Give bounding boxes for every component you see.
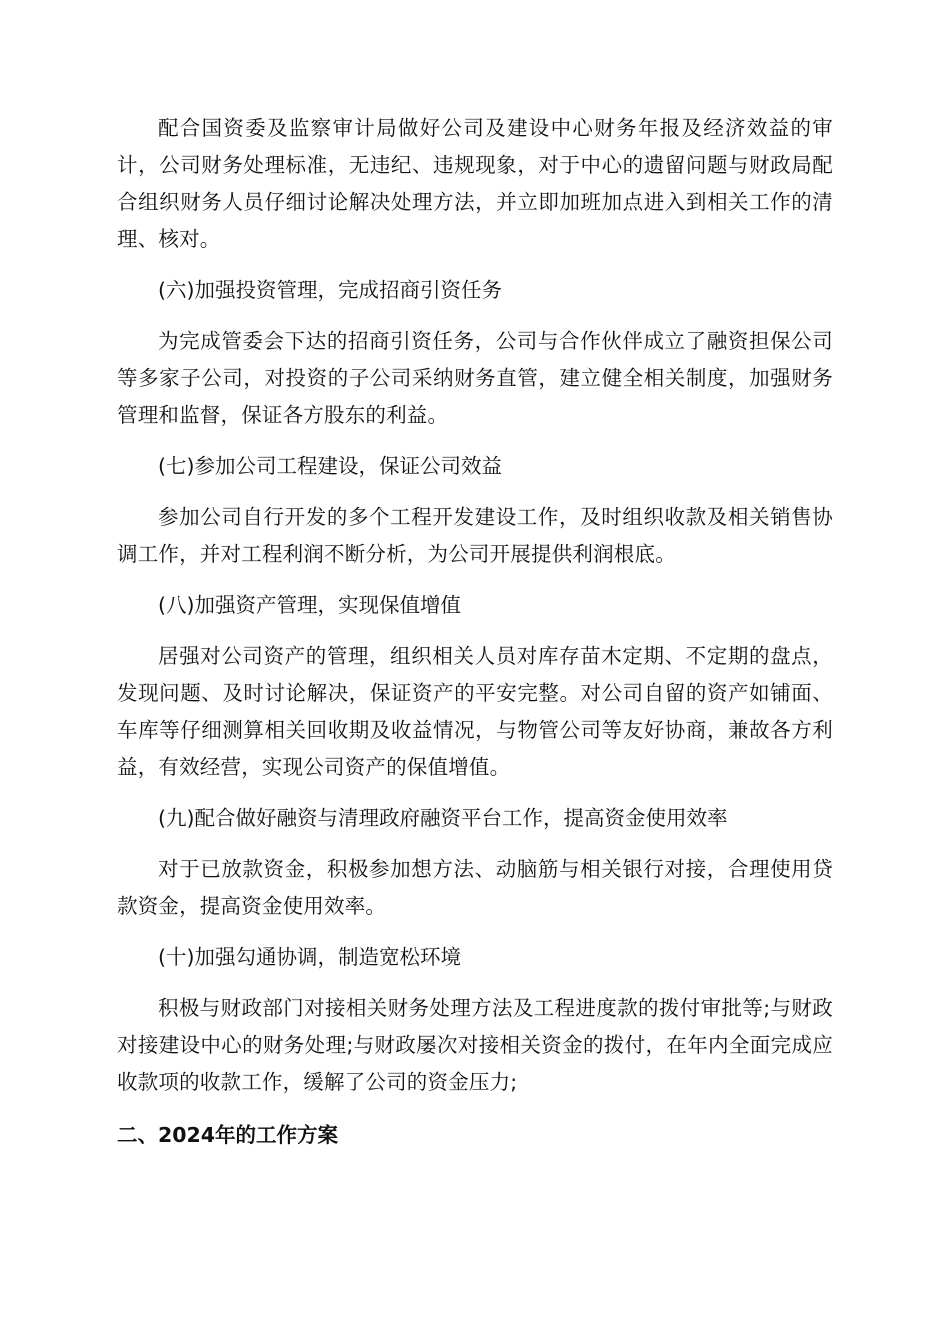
section-title-work-plan: 二、2024年的工作方案 [117, 1123, 339, 1147]
heading-construction: (七)参加公司工程建设，保证公司效益 [158, 454, 502, 478]
paragraph-financing: 对于已放款资金，积极参加想方法、动脑筋与相关银行对接，合理使用贷款资金，提高资金使用效率。 [117, 857, 833, 918]
heading-assets: (八)加强资产管理，实现保值增值 [158, 593, 461, 617]
paragraph-coordination: 积极与财政部门对接相关财务处理方法及工程进度款的拨付审批等;与财政对接建设中心的财务处理;与财政屡次对接相关资金的拨付，在年内全面完成应收款项的收款工作，缓解了公司的资金压力; [117, 996, 833, 1094]
paragraph-construction: 参加公司自行开发的多个工程开发建设工作，及时组织收款及相关销售协调工作，并对工程利润不断分析，为公司开展提供利润根底。 [117, 505, 833, 566]
document-page [117, 110, 833, 1154]
paragraph-assets: 居强对公司资产的管理，组织相关人员对库存苗木定期、不定期的盘点，发现问题、及时讨论解决，保证资产的平安完整。对公司自留的资产如铺面、车库等仔细测算相关回收期及收益情况，与物管公司等友好协商，兼故各方利益，有效经营，实现公司资产的保值增值。 [117, 644, 833, 779]
heading-financing: (九)配合做好融资与清理政府融资平台工作，提高资金使用效率 [158, 806, 728, 830]
heading-coordination: (十)加强勾通协调，制造宽松环境 [158, 945, 461, 969]
heading-investment: (六)加强投资管理，完成招商引资任务 [158, 278, 502, 302]
paragraph-audit: 配合国资委及监察审计局做好公司及建设中心财务年报及经济效益的审计，公司财务处理标准，无违纪、违规现象，对于中心的遗留问题与财政局配合组织财务人员仔细讨论解决处理方法，并立即加班加点进入到相关工作的清理、核对。 [117, 116, 833, 251]
paragraph-investment: 为完成管委会下达的招商引资任务，公司与合作伙伴成立了融资担保公司等多家子公司，对投资的子公司采纳财务直管，建立健全相关制度，加强财务管理和监督，保证各方股东的利益。 [117, 329, 833, 427]
